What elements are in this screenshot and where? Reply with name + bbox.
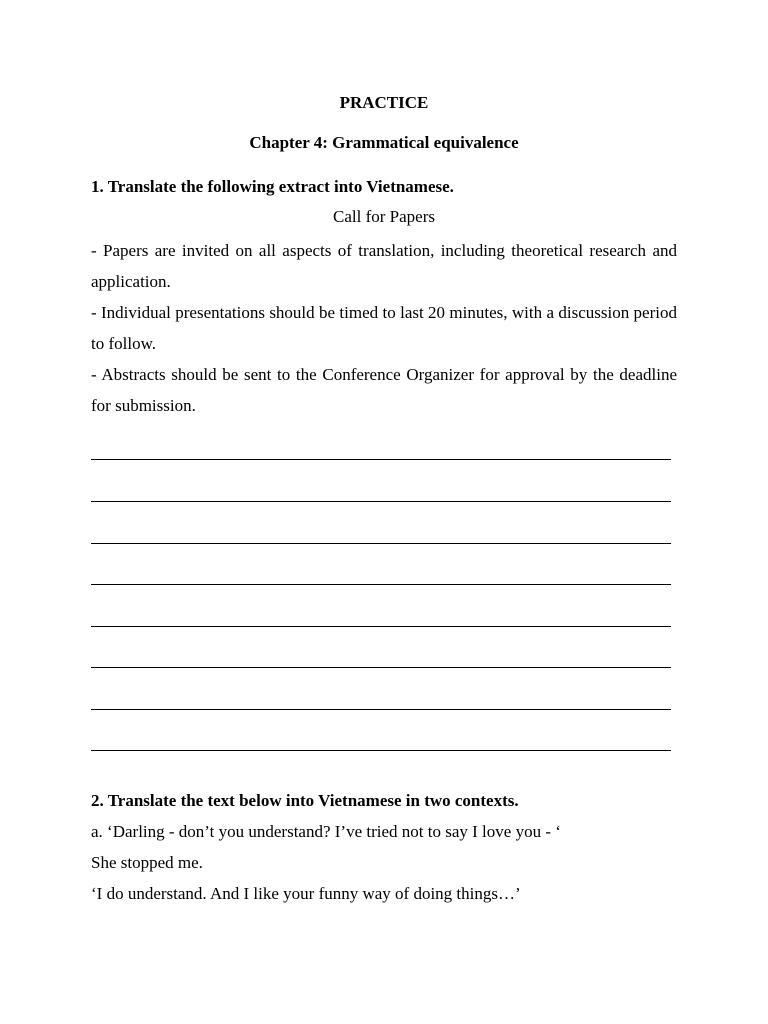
answer-line-1[interactable] — [91, 459, 671, 460]
answer-line-8[interactable] — [91, 750, 671, 751]
answer-line-4[interactable] — [91, 584, 671, 585]
extract-paragraph-2: - Individual presentations should be timed to last 20 minutes, with a discussion period to follow. — [91, 303, 677, 353]
text-line-3: ‘I do understand. And I like your funny way of doing things…’ — [91, 884, 521, 903]
question-2-heading: 2. Translate the text below into Vietnamese in two contexts. — [91, 791, 519, 810]
answer-line-6[interactable] — [91, 667, 671, 668]
answer-line-2[interactable] — [91, 501, 671, 502]
extract-subtitle: Call for Papers — [333, 207, 435, 226]
chapter-title: Chapter 4: Grammatical equivalence — [249, 133, 519, 152]
text-line-2: She stopped me. — [91, 853, 203, 872]
answer-line-5[interactable] — [91, 626, 671, 627]
extract-paragraph-3: - Abstracts should be sent to the Conference Organizer for approval by the deadline for submission. — [91, 365, 677, 415]
question-1-heading: 1. Translate the following extract into Vietnamese. — [91, 177, 454, 196]
answer-line-3[interactable] — [91, 543, 671, 544]
extract-paragraph-1: - Papers are invited on all aspects of translation, including theoretical research and application. — [91, 241, 677, 291]
answer-line-7[interactable] — [91, 709, 671, 710]
text-line-1: a. ‘Darling - don’t you understand? I’ve tried not to say I love you - ‘ — [91, 822, 561, 841]
page-title: PRACTICE — [339, 93, 429, 112]
